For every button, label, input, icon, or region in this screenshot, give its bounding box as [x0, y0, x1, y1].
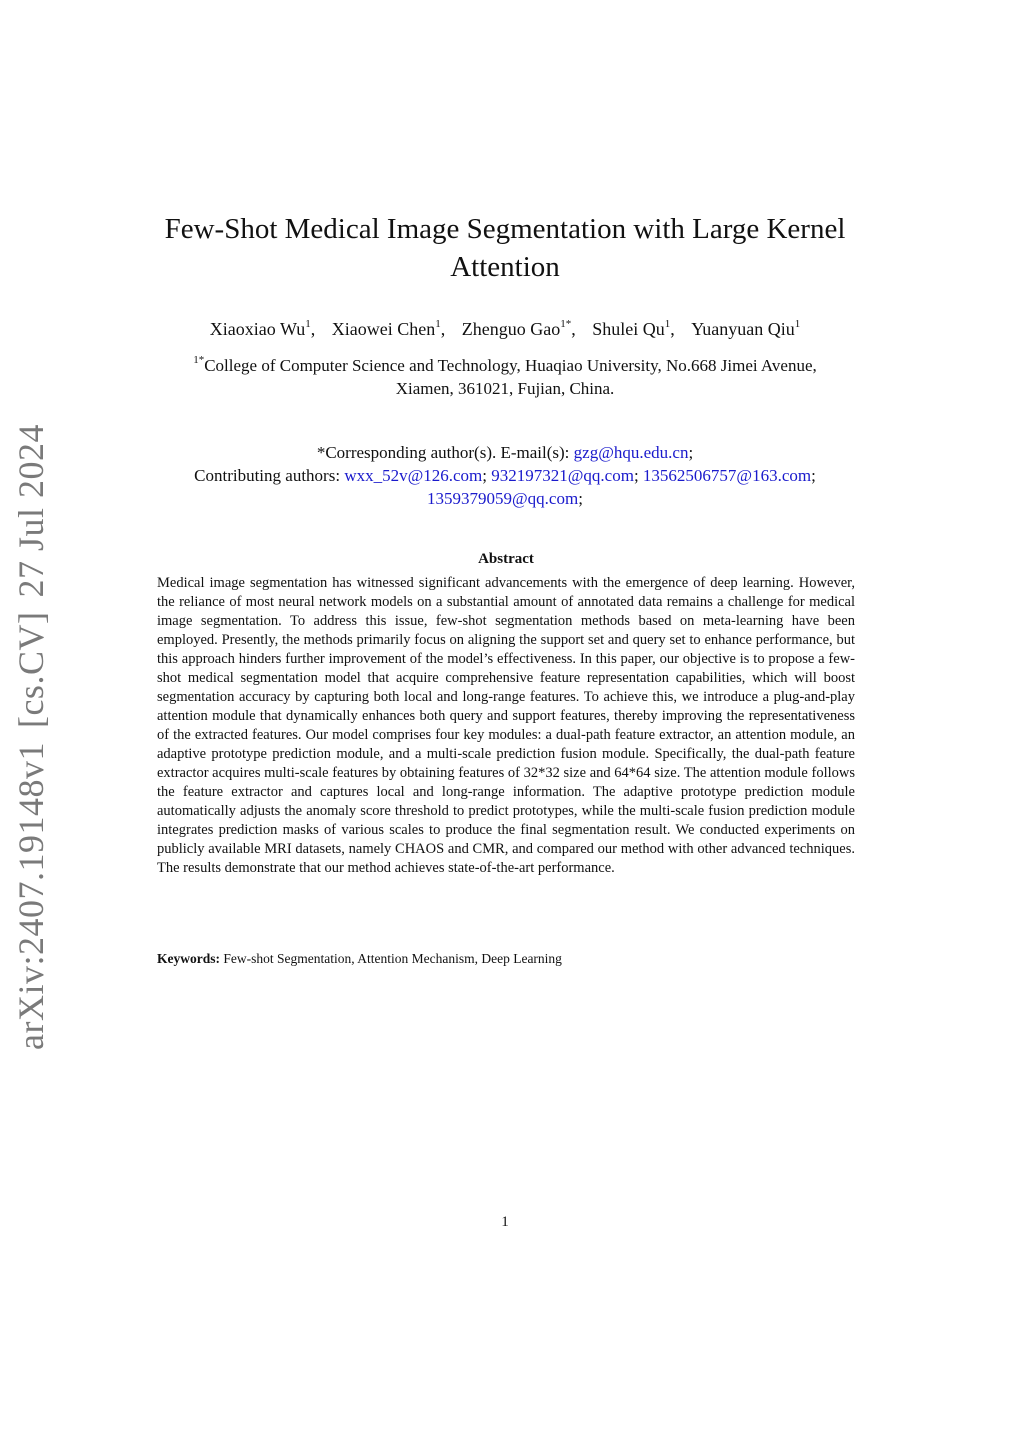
author-affiliation-mark: 1: [794, 318, 801, 330]
corresponding-email-link[interactable]: gzg@hqu.edu.cn: [573, 443, 689, 462]
author-name: Zhenguo Gao: [461, 319, 561, 339]
contributing-email-link[interactable]: 1359379059@qq.com: [427, 489, 579, 508]
title-line-2: Attention: [450, 251, 560, 283]
keywords-label: Keywords:: [157, 951, 220, 966]
arxiv-identifier-stamp: [10, 410, 52, 1050]
paper-title: [130, 210, 880, 286]
author-affiliation-mark: 1*: [560, 318, 572, 330]
author: Shulei Qu$^1$,: [592, 318, 675, 339]
author: Xiaoxiao Wu$^1$,: [209, 318, 316, 339]
corresponding-label: *Corresponding author(s). E-mail(s):: [316, 443, 570, 462]
contributing-email-link[interactable]: 932197321@qq.com: [491, 466, 634, 485]
contributing-email-link[interactable]: wxx_52v@126.com: [344, 466, 483, 485]
keywords-text: Few-shot Segmentation, Attention Mechanism, Deep Learning: [223, 951, 562, 966]
author: Xiaowei Chen$^1$,: [331, 318, 446, 339]
page-number: 1: [501, 1214, 509, 1230]
abstract-text: Medical image segmentation has witnessed significant advancements with the emergence of deep learning. However, the reliance of most neural network models on a substantial amount of annotated data remains a challenge for medical image segmentation. To address this issue, few-shot segmentation methods based on meta-learning have been employed. Presently, the methods primarily focus on aligning the support set and query set to enhance performance, but this approach hinders further improvement of the model’s effectiveness. In this paper, our objective is to propose a few-shot medical segmentation model that acquire comprehensive feature representation capabilities, which will boost segmentation accuracy by capturing both local and long-range features. To achieve this, we introduce a plug-and-play attention module that dynamically enhances both query and support features, thereby improving the representativeness of the extracted features. Our model comprises four key modules: a dual-path feature extractor, an attention module, an adaptive prototype prediction module, and a multi-scale prediction fusion module. Specifically, the dual-path feature extractor acquires multi-scale features by obtaining features of 32*32 size and 64*64 size. The attention module follows the feature extractor and captures local and long-range information. The adaptive prototype prediction module automatically adjusts the anomaly score threshold to predict prototypes, while the multi-scale fusion prediction module integrates prediction masks of various scales to produce the final segmentation result. We conducted experiments on publicly available MRI datasets, namely CHAOS and CMR, and compared our method with other advanced techniques. The results demonstrate that our method achieves state-of-the-art performance.: [157, 575, 855, 876]
contributing-label: Contributing authors:: [194, 466, 341, 485]
author-list: [100, 316, 910, 342]
contact-info: *Corresponding author(s). E-mail(s): gzg@hqu.edu.cn; Contributing authors: wxx_52v@126.com; 932197321@qq.com; 13562506757@163.com; 1359379059@qq.com;: [194, 443, 816, 508]
keywords: [157, 950, 855, 968]
author: Zhenguo Gao$^{1*}$,: [461, 318, 576, 339]
affiliation-line-1: College of Computer Science and Technology, Huaqiao University, No.668 Jimei Avenue,: [204, 356, 817, 375]
author-affiliation-mark: 1: [664, 318, 671, 330]
affiliation-line-2: Xiamen, 361021, Fujian, China.: [395, 379, 615, 398]
author: [691, 319, 800, 339]
author-name: Yuanyuan Qiu: [691, 319, 795, 339]
author-name: Xiaoxiao Wu: [209, 319, 306, 339]
arxiv-category: [cs.CV]: [11, 611, 51, 729]
title-line-1: Few-Shot Medical Image Segmentation with Large Kernel: [164, 213, 846, 245]
arxiv-date: 27 Jul 2024: [11, 424, 51, 598]
author-affiliation-mark: 1: [305, 318, 311, 330]
author-affiliation-mark: 1: [435, 318, 441, 330]
abstract-heading: Abstract: [478, 551, 534, 567]
author-name: Xiaowei Chen: [331, 319, 436, 339]
contributing-email-link[interactable]: 13562506757@163.com: [642, 466, 812, 485]
affiliation-mark: 1*: [193, 354, 205, 366]
affiliation: [120, 354, 890, 400]
author-name: Shulei Qu: [592, 319, 665, 339]
arxiv-id: arXiv:2407.19148v1: [11, 742, 51, 1050]
